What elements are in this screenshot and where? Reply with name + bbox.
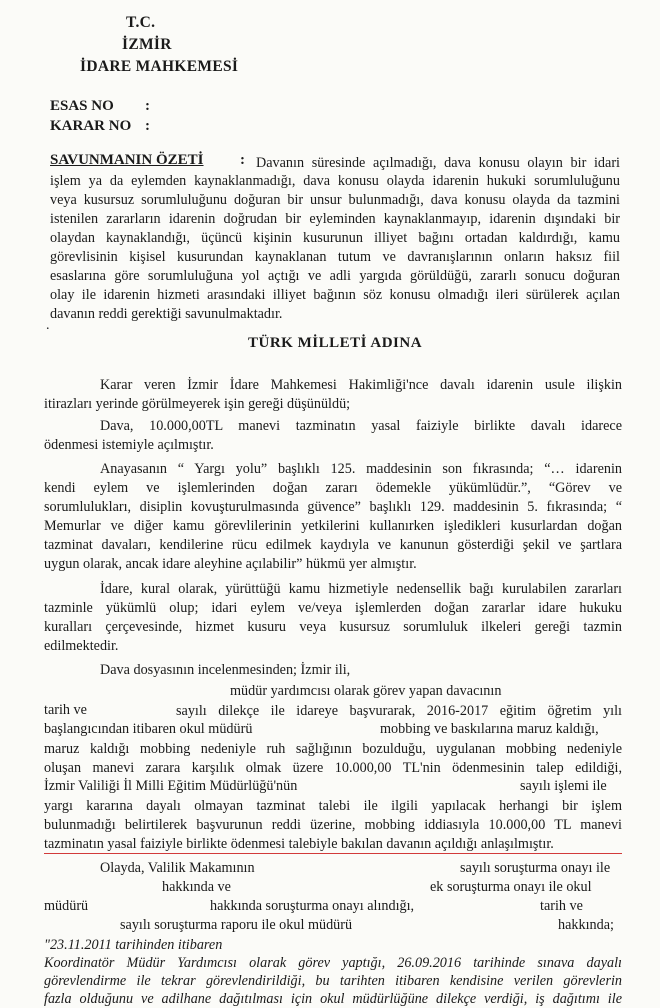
quote-line: fazla olduğunu ve adilhane dağıtılması için okul müdürlüğüne dilekçe verdiği, iş dağıtımı ile	[44, 991, 622, 1007]
savunma-line: esaslarına göre sorumluluğuna yol açtığı ve adli yargıda görüldüğü, zararlı sonucu doğuran	[50, 268, 620, 284]
esas-colon: :	[145, 98, 150, 114]
quote-line: "23.11.2011 tarihinden itibaren	[44, 937, 223, 953]
savunma-line: Davanın süresinde açılmadığı, dava konusu olayın bir idari	[256, 155, 620, 171]
body-line: yargı kararına dayalı olmayan tazminat talebi ile ilgili yapılacak herhangi bir işlem	[44, 798, 622, 814]
body-line: sayılı dilekçe ile idareye başvurarak, 2016-2017 eğitim öğretim yılı	[176, 703, 622, 719]
savunma-colon: :	[240, 152, 245, 168]
savunma-label: SAVUNMANIN ÖZETİ	[50, 152, 204, 168]
body-line: edilmektedir.	[44, 638, 119, 654]
body-fragment: hakkında ve	[162, 879, 231, 895]
savunma-line: olay ile idarenin hizmeti arasındaki illiyet bağının söz konusu olmadığı ileri sürülerek açılan	[50, 287, 620, 303]
body-line: uygun olarak, ancak idare aleyhine açılabilir” hükmü yer almıştır.	[44, 556, 417, 572]
body-fragment: mobbing ve baskılarına maruz kaldığı,	[380, 721, 599, 737]
body-fragment: ek soruşturma onayı ile okul	[430, 879, 592, 895]
body-line: itirazları yerinde görülmeyerek işin gereği düşünüldü;	[44, 396, 351, 412]
body-fragment: tarih ve	[540, 898, 583, 914]
body-fragment: İzmir Valiliği İl Milli Eğitim Müdürlüğü'nün	[44, 778, 298, 794]
savunma-line: işlem ya da eylemden kaynaklanmadığı, dava konusu olayda idarenin hukuki sorumluluğunu	[50, 173, 620, 189]
esas-label: ESAS NO	[50, 98, 114, 114]
body-line: maruz kaldığı mobbing nedeniyle ruh sağlığının bozulduğu, uygulanan mobbing nedeniyle	[44, 741, 622, 757]
body-line: İdare, kural olarak, yürüttüğü kamu hizmetiyle nedensellik bağı kurulabilen zararları	[100, 581, 622, 597]
red-underline-mark	[44, 853, 622, 854]
body-fragment: Olayda, Valilik Makamının	[100, 860, 255, 876]
body-line: bulunmadığı belirtilerek başvurunun reddi üzerine, mobbing iddiasıyla 10.000,00 TL manevi	[44, 817, 622, 833]
body-fragment: sayılı soruşturma onayı ile	[460, 860, 611, 876]
body-fragment: tarih ve	[44, 702, 87, 718]
body-line: kuralları çerçevesinde, hizmet kusuru veya kusursuz sorumluluk ilkeleri gereği tazmin	[44, 619, 622, 635]
quote-line: Koordinatör Müdür Yardımcısı olarak görev yaptığı, 26.09.2016 tarihinde sınava dayalı	[44, 955, 622, 971]
body-line: Memurlar ve diğer kamu görevlilerinin yetkilerini kullanırken işledikleri kusurlardan doğan	[44, 518, 622, 534]
body-line: Dava dosyasının incelenmesinden; İzmir ili,	[100, 662, 351, 678]
body-fragment: müdür yardımcısı olarak görev yapan davacının	[230, 683, 502, 699]
body-fragment: hakkında;	[558, 917, 614, 933]
savunma-line: davanın reddi gerektiği savunulmaktadır.	[50, 306, 283, 322]
karar-colon: :	[145, 118, 150, 134]
body-line: sorumlulukları, disiplin kovuşturulmasında güvence” başlıklı 129. maddesinin 5. fıkrasında; “	[44, 499, 622, 515]
header-tc: T.C.	[126, 14, 156, 31]
quote-line: görevlendirme ile tekrar görevlendirildiği, bu tarihten itibaren kendisine verilen görevlerin	[44, 973, 622, 989]
body-fragment: sayılı soruşturma raporu ile okul müdürü	[120, 917, 353, 933]
decision-title: TÜRK MİLLETİ ADINA	[248, 335, 423, 351]
body-line: Anayasanın “ Yargı yolu” başlıklı 125. maddesinin son fıkrasında; “… idarenin	[100, 461, 622, 477]
header-court: İDARE MAHKEMESİ	[80, 58, 239, 75]
body-fragment: müdürü	[44, 898, 89, 914]
body-line: tazminatın yasal faiziyle birlikte ödenmesi talebiyle bakılan davanın açıldığı anlaşılmıştır.	[44, 836, 554, 852]
savunma-line: olaydan kaynaklandığı, üçüncü kişinin kusurunun illiyet bağını ortadan kaldırdığı, kamu	[50, 230, 620, 246]
savunma-line: görevlisinin kişisel kusurundan kaynaklanan tutum ve davranışlarının onların haksız fiil	[50, 249, 620, 265]
savunma-line: istenilen zararların idarenin doğrudan bir eyleminden kaynaklanmayıp, idarenin dışındaki bir	[50, 211, 620, 227]
body-line: ödenmesi istemiyle açılmıştır.	[44, 437, 214, 453]
body-line: tazminle yükümlü olup; idari eylem ve/veya işlemlerden doğan zararlar idare hukuku	[44, 600, 622, 616]
savunma-line: veya kusursuz sorumluluğunu doğuran bir unsur bulunmadığı, dava konusu olayda da tazmini	[50, 192, 620, 208]
body-fragment: sayılı işlemi ile	[520, 778, 607, 794]
header-city: İZMİR	[122, 36, 172, 53]
body-line: Dava, 10.000,00TL manevi tazminatın yasal faiziyle birlikte davalı idarece	[100, 418, 622, 434]
karar-label: KARAR NO	[50, 118, 132, 134]
body-line: tazminat davaları, kendilerine rücu edilmek kaydıyla ve kanunun gösterdiği şekil ve şartlara	[44, 537, 622, 553]
body-line: Karar veren İzmir İdare Mahkemesi Hakimliği'nce davalı idarenin usule ilişkin	[100, 377, 622, 393]
body-line: oluşan manevi zarara karşılık olmak üzere 10.000,00 TL'nin ödenmesinin talep edildiği,	[44, 760, 622, 776]
stray-dot: .	[46, 318, 50, 333]
body-line: kendi eylem ve işlemlerinden doğan zararı ödemekle yükümlüdür.”, “Görev ve	[44, 480, 622, 496]
body-fragment: başlangıcından itibaren okul müdürü	[44, 721, 253, 737]
body-fragment: hakkında soruşturma onayı alındığı,	[210, 898, 415, 914]
